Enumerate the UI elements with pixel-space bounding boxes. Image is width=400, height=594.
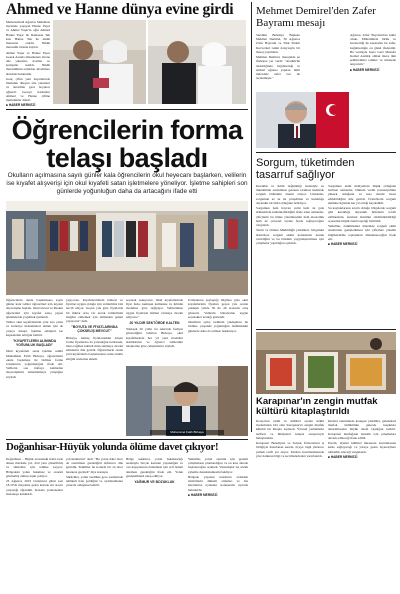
students-headline-line1: Öğrencilerin forma xyxy=(11,115,243,145)
students-col4: Uzmanların paylaştığı bilgilere göre okul kıyafetlerinin fiyatları geçen yıla oranla yaklaşık yüzde 30 ile 40 arasında artış gösterdi. Velilerin bütçelerine uygun seçenekler aradığı gözlendi. Okulların açılış tarihinin yaklaşması ile birlikte çarşıdaki yoğunluğun önümüzdeki günlerde daha da artması bekleniyor. xyxy=(188,298,248,333)
divider-mayor-bottom xyxy=(256,152,396,153)
students-col2: yaşıyoruz. Kıyafetlerimizin kalitesi ve fiyatları uygun olduğu için velilerimiz bizi tercih ediyor. Geçen yıla göre fiyatlarda bir miktar artış var ancak velilerimizi mağdur etmemek için elimizden geleni yapıyoruz" dedi. "BOYUTA VE FİYATLARINDA ÇOKSELİŞ MEVCUT" Birkaya, kumaş fiyatlarındaki artışın forma fiyatlarına da yansıdığını belirterek, buna rağmen kaliteli ürün sunmaya devam ettiklerini dile getirdi. Öğrencilerin okula yeni kıyafetlerle başlamasının onları mutlu ettiğini sözlerine ekledi. xyxy=(66,298,123,361)
wedding-headline: Ahmed ve Hanne dünya evine girdi xyxy=(6,1,234,18)
kitchen-byline: ■ HABER MERKEZİ xyxy=(328,455,358,459)
kitchen-col2: Kitabın tanıtımında konuşan yetkililer, geleneksel mutfak kültürünün gelecek kuşaklara aktarılmasının büyük önem taşıdığını belirtti. Karapınar mutfağının tanıtımı için çalışmalara devam edileceği ifade edildi. Eserin, ilçenin kültürel mirasının korunmasına katkı sağlayacağı ve yöreye gelen ziyaretçilere rehberlik edeceği vurgulandı. ■ HABER MERKEZİ xyxy=(328,419,396,459)
students-col1: Öğrencilerin okula başlamasına sayılı günler kala veliler öğrencileri için kıyafet alışverişine başladı. Okul öncesi ve ilkokul öğrencileri için kıyafet satışı yapan işletmelerde yoğunluk gözlendi. Veliler okul kıyafetlerinin yanı sıra çanta ve kırtasiye malzemeleri almak için de çarşıyı dolaştı. İşletme sahipleri ise kapasitenin arttığını belirtti. "KIYAFETLERİN ALIMINDA YOĞUNLUK BAŞLADI" Okul kıyafetleri satan işletme sahibi Muhammet Fatih Birkaya, öğrencilerin okula başlaması ile birlikte forma satışlarının yoğunlaştığını ifade etti. Velilerin son haftaya kalmadan alışverişlerini tamamlamaya çalıştığını söyledi. xyxy=(6,298,63,379)
kitchen-photo xyxy=(256,332,396,394)
students-photo-caption: Muhammet Fatih Birkaya xyxy=(150,430,224,435)
divider-wedding-bottom xyxy=(6,109,248,110)
kitchen-col1: Konya'nın tarihi ve kültürel açıdan köklü ilçelerinden biri olan Karapınar'ın zengin mutfak kültürü bir kitapta toplandı. Yöresel yemeklerin tarifleri ve hikâyeleri kitapta okuyucuyla buluşturuldu. Karapınar Belediyesi ve Selçuk Üniversitesi iş birliğiyle hazırlanan eserde, ilçeye özgü yüzlerce yemek tarifi yer alıyor. Kitabın hazırlanmasında yöre halkının bilgi ve tecrübelerinden yararlanıldı. xyxy=(256,419,324,458)
students-photo-main xyxy=(6,201,248,295)
wedding-byline: ■ HABER MERKEZİ xyxy=(6,103,36,108)
accident-col1: Doğanhisar - Hüyük arasındaki Kaba bele denen mevkide yol, dört yanı çökertilmiş ve sürücüler için tehlike saçıyor. Bölgedeki yolun bakımsız ve onarım görmemiş olması tepki çekiyor. 23 Ağustos 2023 Cumartesi günü saat 18.10'da meydana gelen kazada iki aracın çarpıştığı öğrenildi. Kazada yaralananlar hastaneye kaldırıldı. xyxy=(6,457,63,496)
accident-headline: Doğanhisar-Hüyük yolunda ölüme davet çıkıyor! xyxy=(6,441,219,453)
consumption-headline-line2: tasarruf sağlıyor xyxy=(256,169,335,181)
accident-col3: Bölge sakinleri, yolun bakımsızlığı nedeniyle birçok kazanın yaşandığını ve can kayıplarının önlenmesi için acil önlem alınması gerektiğini ifade etti. Yolun genişletilmesi talep ediliyor. YAĞMUR VE BOZUKLUK xyxy=(126,457,183,485)
students-headline-line2: telaşı başladı xyxy=(46,143,208,173)
mayor-col2: Ağustos Zafer Bayramı'nın kutlu olsun. Milletimizin birlik ve beraberliği ile kazanılan bu zafer, bağımsızlığın en güzel ifadesidir. Bu vesileyle başta Gazi Mustafa Kemal Atatürk olmak üzere tüm şehitlerimizi rahmet ve minnetle anıyorum." ■ HABER MERKEZİ xyxy=(350,33,396,72)
consumption-col1: Kuraklık ve iklim değişikliği nedeniyle su tüketiminin azaltılması gereken tarımsal üretimde sorgum bitkisinin önemi artıyor. Uzmanlar, sorgumun az su ile yetişebilen ve kuraklığa dayanıklı bir bitki olduğunu belirtiyor. Sorgumun hem hayvan yemi hem de gıda ürünlerinde kullanılabildiğini ifade eden uzmanlar, çiftçilerin bu ürüne yönelmesinin hem ekonomik hem de çevresel açıdan fayda sağlayacağını vurguladı. Tarım ve Orman Müdürlüğü yetkilileri, bölgedeki üreticilere sorgum ekimi konusunda destek verildiğini ve bu bitkinin yaygınlaştırılması için çalışmalar yapıldığını açıkladı. xyxy=(256,184,324,246)
wedding-body: Merkezefendi Ağustos Mahallesi ilçesinde yaşayan Hanne Yaşar ve Ahmet Yaşar'ın oğlu Ahmed Hanne Yaşar ile Ramazan Tek kızı Hanne Tek ile nikâh masasına oturdu. Nikâh merasimi törenle kıyıldı. Ahmet Yaşar ve Hanne Yaşar Gezek Asında düzenlenen törene aile yakınları, dostları ve komşular katıldı. Nikâh merasiminin ardından davetlilere ikramda bulunuldu. Genç çiftin yeni hayatlarında mutluluk dileyen aile yakınları ve davetliler gece boyunca eğlendi. Geceye katılanlar Ahmed ve Hanne çiftine mutluluklar diledi. ■ HABER MERKEZİ xyxy=(6,20,50,108)
accident-col2: yolculuklarını" dedi. "Bu yolun daha önce de onarılması gerektiğini defalarca dile getirdik. Yetkililer bu konuda bir an önce harekete geçmeli" diye konuştu. Sürücüler, yolun özellikle gece saatlerinde tehlikeli hale geldiğini ve aydınlatmanın yetersiz olduğunu belirtti. xyxy=(66,457,123,488)
mayor-byline: ■ HABER MERKEZİ xyxy=(350,67,380,72)
consumption-col2: Sorgumun ekim maliyetinin düşük olduğunu belirten uzmanlar, bitkinin verim potansiyelinin yüksek olduğunu ve kısa sürede hasat edilebildiğini dile getirdi. Üreticilerin sorgum ekimine ilgisinin her yıl arttığı kaydedildi. Su kaynaklarının sınırlı olduğu bölgelerde sorgum gibi kuraklığa dayanıklı ürünlerin tercih edilmesinin, tarımsal üretimin sürdürülebilirliği açısından büyük önem taşıdığı belirtildi. Yetkililer, önümüzdeki dönemde sorgum ekim alanlarının genişletilmesi için çiftçilere yönelik bilgilendirme toplantıları düzenleneceğini ifade etti. ■ HABER MERKEZİ xyxy=(328,184,396,247)
mayor-headline: Mehmet Demirel'den Zafer Bayramı mesajı xyxy=(256,5,376,29)
kitchen-headline-line1: Karapınar'ın zengin mutfak xyxy=(256,396,378,407)
students-deck: Okulların açılmasına sayılı günler kala öğrencilerin okul heyecanı başlarken, velilerin ise kıyafet alışverişi için okul kıyafeti satan işletmelere yöneliyor. İşletme sahipleri son günlerde yoğunluğun daha da artacağını ifade etti xyxy=(6,172,248,195)
students-photo-portrait xyxy=(126,366,248,436)
mayor-col1: Sandıklı Belediye Başkanı Mehmet Demirel, 30 Ağustos Zafer Bayramı ve Türk Silahlı Kuvvetleri Günü dolayısıyla bir mesaj yayımladı. Mehmet Demirel, mesajında şu ifadelere yer verdi: "Atatürk'ün önderliğinde, bağımsızlığı ve istiklal uğruna yapılan milli mücadele zafer tacı ile taçlanmıştır." xyxy=(256,33,300,81)
wedding-photo-right xyxy=(148,20,246,104)
students-col3: seçenek sunuyoruz. Okul kıyafetlerinde fiyat farkı, kumaşın kalitesine ve ürünün modeline göre değişiyor. Velilerimize uygun fiyatlarla hizmet vermeye devam ediyoruz." 20 YILDIR SEKTÖRDE KALTEN Yaklaşık 20 yıldır bu sektörde faaliyet gösterdiğini belirten Birkaya, okul kıyafetlerinde her yıl yeni modeller ürettiklerini ve öğrenci velilerinin taleplerine göre çalıştıklarını söyledi. xyxy=(126,298,183,349)
accident-byline: ■ HABER MERKEZİ xyxy=(188,493,218,497)
divider-right-vertical xyxy=(251,2,252,432)
accident-col4: Yetkililer, yolun onarımı için gerekli çalışmaların planlandığını ve en kısa sürede başlanacağını açıkladı. Vatandaşlar ise sözün eylemle desteklenmesini bekliyor. Bölgede yaşanan kazaların ardından sürücülerin dikkatli olmaları ve hız kurallarına uymaları konusunda uyarıda bulunuldu. ■ HABER MERKEZİ xyxy=(188,457,248,497)
kitchen-headline-line2: kültürü kitaplaştırıldı xyxy=(256,406,350,417)
wedding-photo-left xyxy=(53,20,146,104)
mayor-photo xyxy=(256,92,349,148)
consumption-byline: ■ HABER MERKEZİ xyxy=(328,242,358,247)
divider-accident-top xyxy=(6,439,248,440)
divider-consumption-bottom xyxy=(256,329,396,330)
consumption-headline-line1: Sorgum, tüketimden xyxy=(256,157,355,169)
